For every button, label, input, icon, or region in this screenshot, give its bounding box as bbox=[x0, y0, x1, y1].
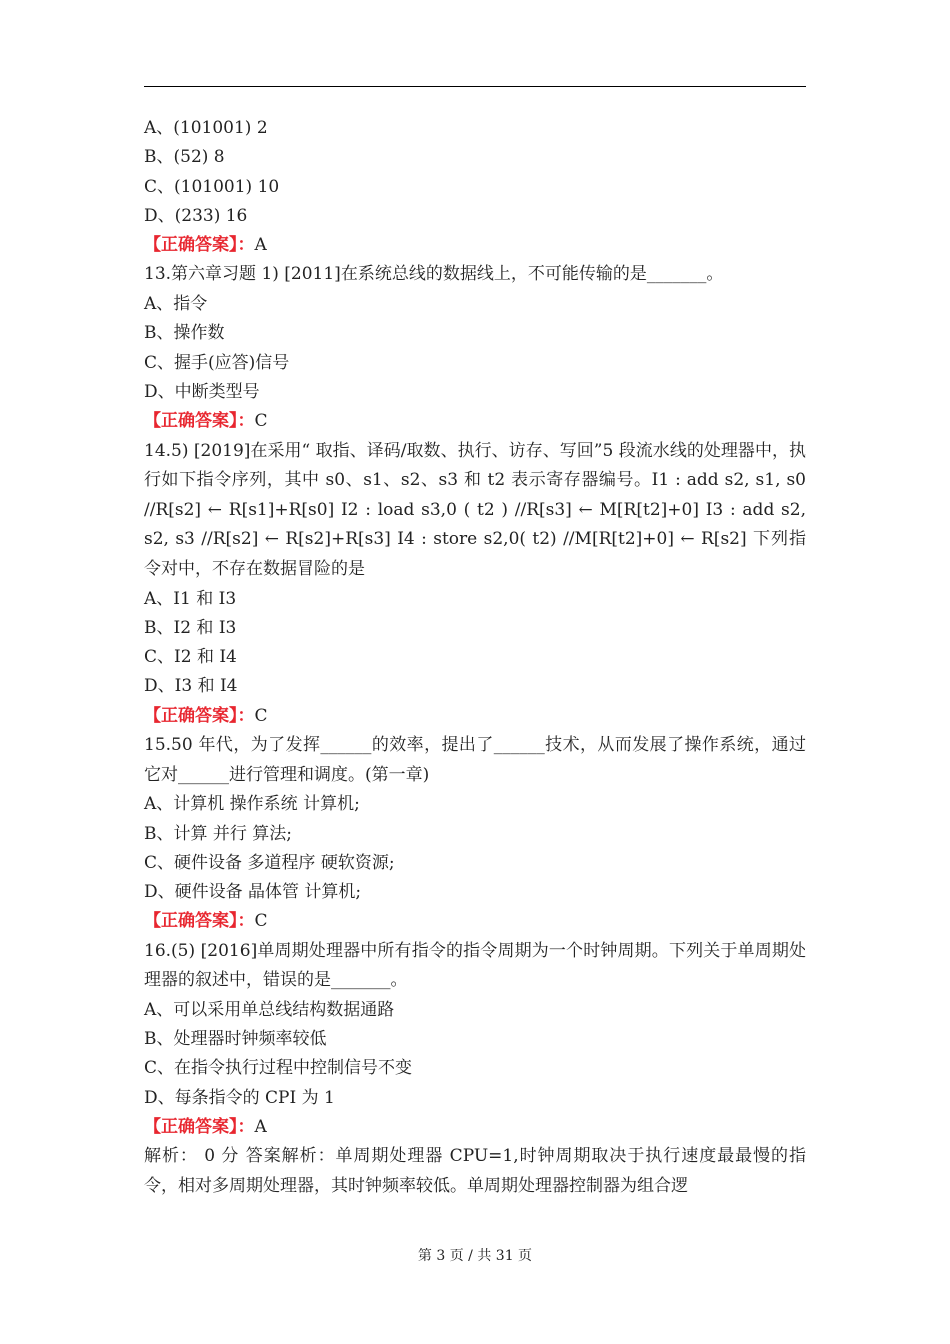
q13-option-a: A、指令 bbox=[144, 294, 208, 315]
q16-option-c: C、在指令执行过程中控制信号不变 bbox=[144, 1058, 413, 1079]
q15-option-b: B、计算 并行 算法; bbox=[144, 823, 293, 844]
q15-answer-line bbox=[144, 907, 806, 936]
q14-option-b: B、I2 和 I3 bbox=[144, 617, 237, 638]
q16-option-a: A、可以采用单总线结构数据通路 bbox=[144, 999, 395, 1020]
question-16-stem: 16.(5) [2016]单周期处理器中所有指令的指令周期为一个时钟周期。下列关于单周期处理器的叙述中，错误的是_______。 bbox=[144, 940, 806, 991]
q14-answer-line bbox=[144, 702, 806, 731]
question-14-stem: 14.5) [2019]在采用“ 取指、译码/取数、执行、访存、写回”5 段流水线的处理器中，执行如下指令序列，其中 s0、s1、s2、s3 和 t2 表示寄存器编号。I1 : add s2, s1, s0 //R[s2] ← R[s1]+R[s0] I2 : load s3,0 ( t2 ) //R[s3] ← M[R[t2]+0] I3 : add s2, s2, s3 //R[s2] ← R[s2]+R[s3] I4 : store s2,0( t2) //M[R[t2]+0] ← R[s2] 下列指令对中，不存在数据冒险的是 bbox=[144, 440, 806, 579]
q15-option-a: A、计算机 操作系统 计算机; bbox=[144, 794, 360, 815]
question-13-stem: 13.第六章习题 1) [2011]在系统总线的数据线上，不可能传输的是_______。 bbox=[144, 264, 724, 285]
answer-label: 【正确答案】： bbox=[144, 235, 255, 256]
answer-value: C bbox=[254, 411, 268, 432]
option-c: C、(101001) 10 bbox=[144, 176, 280, 197]
header-rule bbox=[144, 86, 806, 87]
answer-label: 【正确答案】： bbox=[144, 1117, 255, 1138]
answer-value: C bbox=[254, 705, 268, 726]
q14-option-d: D、I3 和 I4 bbox=[144, 676, 238, 697]
q14-option-c: C、I2 和 I4 bbox=[144, 647, 237, 668]
q16-analysis: 解析： 0 分 答案解析：单周期处理器 CPU=1,时钟周期取决于执行速度最最慢的指令，相对多周期处理器，其时钟频率较低。单周期处理器控制器为组合逻 bbox=[144, 1146, 806, 1196]
answer-value: C bbox=[254, 911, 268, 932]
question-15-stem: 15.50 年代，为了发挥______的效率，提出了______技术，从而发展了操作系统，通过它对______进行管理和调度。(第一章) bbox=[144, 735, 806, 785]
q13-option-b: B、操作数 bbox=[144, 323, 225, 344]
q13-answer-line bbox=[144, 407, 806, 436]
q15-option-d: D、硬件设备 晶体管 计算机; bbox=[144, 882, 362, 903]
q16-option-b: B、处理器时钟频率较低 bbox=[144, 1029, 327, 1050]
q16-option-d: D、每条指令的 CPI 为 1 bbox=[144, 1087, 335, 1108]
answer-label: 【正确答案】： bbox=[144, 705, 255, 726]
answer-line bbox=[144, 231, 806, 260]
page-content bbox=[144, 114, 806, 1202]
answer-value: A bbox=[254, 235, 267, 256]
option-d: D、(233) 16 bbox=[144, 205, 248, 226]
q13-option-c: C、握手(应答)信号 bbox=[144, 352, 290, 373]
answer-label: 【正确答案】： bbox=[144, 911, 255, 932]
answer-label: 【正确答案】： bbox=[144, 411, 255, 432]
option-b: B、(52) 8 bbox=[144, 147, 225, 168]
q16-answer-line bbox=[144, 1113, 806, 1142]
page-footer: 第 3 页 / 共 31 页 bbox=[417, 1248, 533, 1264]
q14-option-a: A、I1 和 I3 bbox=[144, 588, 237, 609]
q13-option-d: D、中断类型号 bbox=[144, 381, 260, 402]
answer-value: A bbox=[254, 1117, 267, 1138]
option-a: A、(101001) 2 bbox=[144, 118, 268, 138]
q15-option-c: C、硬件设备 多道程序 硬软资源; bbox=[144, 852, 395, 873]
